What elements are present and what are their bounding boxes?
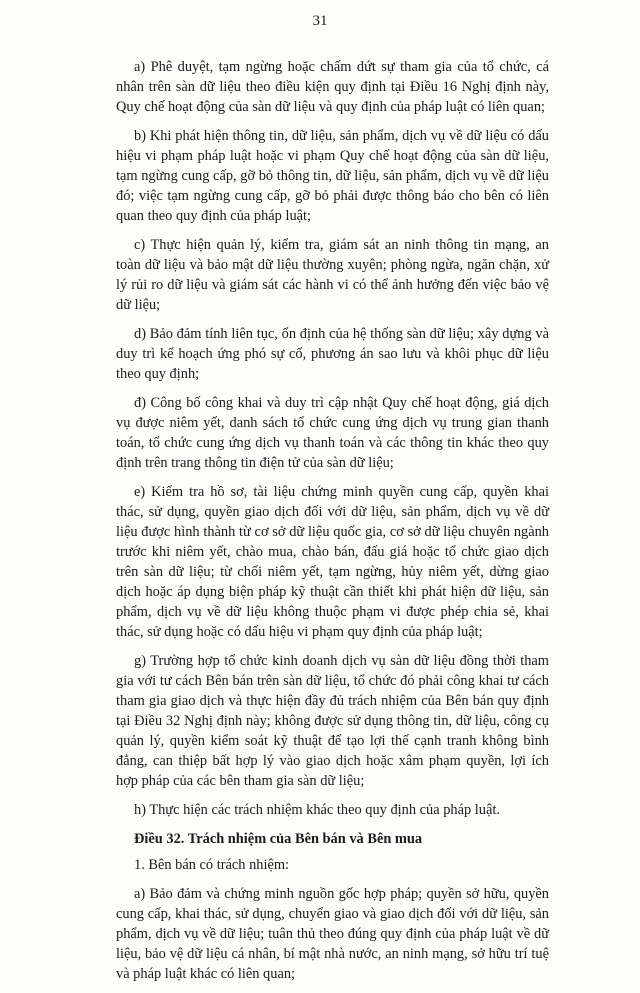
document-body <box>116 57 549 993</box>
paragraph-b: b) Khi phát hiện thông tin, dữ liệu, sản phẩm, dịch vụ về dữ liệu có dấu hiệu vi phạm pháp luật hoặc vi phạm Quy chế hoạt động của sàn dữ liệu, tạm ngừng cung cấp, gỡ bỏ thông tin, dữ liệu, sản phẩm, dịch vụ về dữ liệu đó; việc tạm ngừng cung cấp, gỡ bỏ phải được thông báo cho bên có liên quan theo quy định của pháp luật; <box>116 128 549 224</box>
page-number: 31 <box>312 13 328 29</box>
paragraph-h: h) Thực hiện các trách nhiệm khác theo quy định của pháp luật. <box>134 802 500 818</box>
paragraph-g: g) Trường hợp tổ chức kinh doanh dịch vụ sàn dữ liệu đồng thời tham gia với tư cách Bên bán trên sàn dữ liệu, tổ chức đó phải công khai tư cách tham gia giao dịch và thực hiện đầy đủ trách nhiệm của Bên bán quy định tại Điều 32 Nghị định này; không được sử dụng thông tin, dữ liệu, công cụ quản lý, quyền kiểm soát kỹ thuật để tạo lợi thế cạnh tranh không bình đẳng, can thiệp bất hợp lý vào giao dịch hoặc xâm phạm quyền, lợi ích hợp pháp của các bên tham gia sàn dữ liệu; <box>116 653 549 789</box>
clause-1: 1. Bên bán có trách nhiệm: <box>134 857 290 873</box>
clause-1a: a) Bảo đảm và chứng minh nguồn gốc hợp pháp; quyền sở hữu, quyền cung cấp, khai thác, sử dụng, chuyển giao và giao dịch đối với dữ liệu, sản phẩm, dịch vụ về dữ liệu; tuân thủ theo đúng quy định của pháp luật về dữ liệu, bảo vệ dữ liệu cá nhân, bí mật nhà nước, an ninh mạng, sở hữu trí tuệ và pháp luật khác có liên quan; <box>116 886 549 982</box>
paragraph-d: d) Bảo đảm tính liên tục, ổn định của hệ thống sàn dữ liệu; xây dựng và duy trì kế hoạch ứng phó sự cố, phương án sao lưu và khôi phục dữ liệu theo quy định; <box>116 326 549 382</box>
paragraph-c: c) Thực hiện quản lý, kiểm tra, giám sát an ninh thông tin mạng, an toàn dữ liệu và bảo mật dữ liệu thường xuyên; phòng ngừa, ngăn chặn, xử lý rủi ro dữ liệu và giám sát các hành vi có thể ảnh hưởng đến việc bảo vệ dữ liệu; <box>116 237 549 313</box>
paragraph-dd: đ) Công bố công khai và duy trì cập nhật Quy chế hoạt động, giá dịch vụ được niêm yết, danh sách tổ chức cung ứng dịch vụ trung gian thanh toán, tổ chức cung ứng dịch vụ thanh toán và các thông tin khác theo quy định trên trang thông tin điện tử của sàn dữ liệu; <box>116 395 549 471</box>
article-heading: Điều 32. Trách nhiệm của Bên bán và Bên mua <box>134 831 423 847</box>
paragraph-e: e) Kiểm tra hồ sơ, tài liệu chứng minh quyền cung cấp, quyền khai thác, sử dụng, quyền giao dịch đối với dữ liệu, sản phẩm, dịch vụ về dữ liệu được hình thành từ cơ sở dữ liệu quốc gia, cơ sở dữ liệu chuyên ngành trước khi niêm yết, chào mua, chào bán, đấu giá hoặc tổ chức giao dịch trên sàn dữ liệu; từ chối niêm yết, tạm ngừng, hủy niêm yết, dừng giao dịch hoặc áp dụng biện pháp kỹ thuật cần thiết khi phát hiện dữ liệu, sản phẩm, dịch vụ về dữ liệu không thuộc phạm vi được phép chia sẻ, khai thác, sử dụng hoặc có dấu hiệu vi phạm quy định của pháp luật; <box>116 484 549 640</box>
paragraph-a: a) Phê duyệt, tạm ngừng hoặc chấm dứt sự tham gia của tổ chức, cá nhân trên sàn dữ liệu theo điều kiện quy định tại Điều 16 Nghị định này, Quy chế hoạt động của sàn dữ liệu và quy định của pháp luật có liên quan; <box>116 59 549 115</box>
